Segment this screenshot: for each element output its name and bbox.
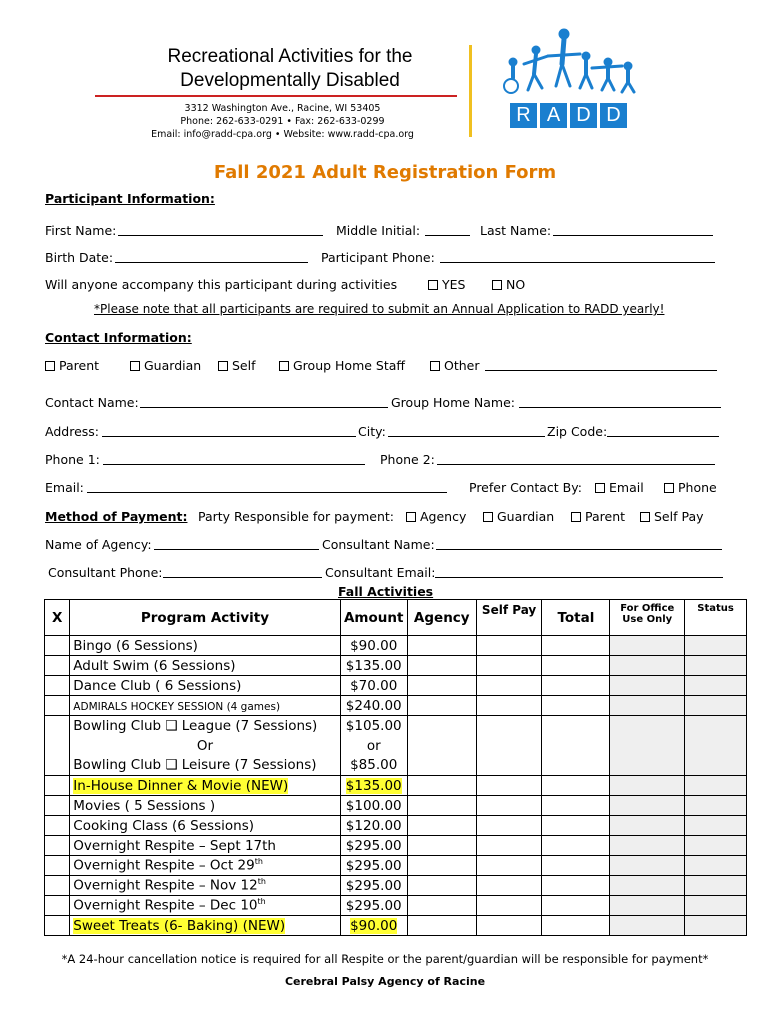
self-label: Self [232, 358, 256, 373]
amount-cell [340, 916, 407, 936]
self-pay-cell[interactable] [476, 916, 542, 936]
self-pay-cell[interactable] [476, 756, 542, 776]
activity-amount: $85.00 [350, 757, 398, 774]
org-email-web: Email: info@radd-cpa.org • Website: www.radd-cpa.org [151, 129, 414, 140]
office-use-cell[interactable] [610, 796, 685, 816]
amount-cell [340, 856, 407, 876]
agency-cell[interactable] [407, 756, 476, 776]
total-cell[interactable] [542, 796, 610, 816]
agency-cell[interactable] [407, 676, 476, 696]
col-total: Total [542, 600, 610, 636]
self-pay-cell[interactable] [476, 836, 542, 856]
logo-letters [510, 103, 640, 128]
activity-name: Movies ( 5 Sessions ) [73, 797, 216, 814]
status-cell[interactable] [685, 836, 747, 856]
amount-cell [340, 796, 407, 816]
cancellation-note: *A 24-hour cancellation notice is required for all Respite or the parent/guardian will be responsible for payment* [61, 952, 709, 966]
activity-amount: $135.00 [345, 777, 402, 794]
table-row [45, 916, 747, 936]
contact-self-option[interactable] [218, 358, 256, 373]
select-cell[interactable] [45, 756, 70, 776]
middle-initial-label: Middle Initial: [336, 223, 421, 238]
people-icon [498, 26, 640, 96]
checkbox-icon [406, 512, 416, 522]
header-rule [95, 95, 457, 97]
logo-letter-a: A [540, 103, 567, 128]
amount-cell [340, 836, 407, 856]
amount-cell [340, 636, 407, 656]
checkbox-icon [483, 512, 493, 522]
total-cell[interactable] [542, 676, 610, 696]
activity-name: Cooking Class (6 Sessions) [73, 817, 254, 834]
accompany-yes-option[interactable] [428, 277, 465, 292]
pay-guardian-label: Guardian [497, 509, 555, 524]
activity-cell [70, 676, 340, 696]
ordinal-suffix: th [257, 877, 266, 887]
status-cell[interactable] [685, 916, 747, 936]
total-cell[interactable] [542, 856, 610, 876]
activity-amount: $120.00 [345, 817, 402, 834]
pay-parent-option[interactable] [571, 509, 625, 524]
pay-self-label: Self Pay [654, 509, 704, 524]
col-self-pay: Self Pay [476, 600, 542, 636]
checkbox-icon [640, 512, 650, 522]
consultant-name-label: Consultant Name: [322, 537, 435, 552]
total-cell[interactable] [542, 636, 610, 656]
office-use-cell[interactable] [610, 916, 685, 936]
total-cell[interactable] [542, 776, 610, 796]
participant-section-heading: Participant Information: [45, 191, 215, 206]
agency-cell[interactable] [407, 636, 476, 656]
amount-cell [340, 696, 407, 716]
amount-cell [340, 816, 407, 836]
select-cell[interactable] [45, 876, 70, 896]
select-cell[interactable] [45, 776, 70, 796]
table-row [45, 776, 747, 796]
form-title: Fall 2021 Adult Registration Form [213, 162, 557, 183]
activity-amount: $295.00 [345, 897, 402, 914]
contact-guardian-option[interactable] [130, 358, 201, 373]
table-header-row [45, 600, 747, 636]
self-pay-cell[interactable] [476, 816, 542, 836]
activity-cell [70, 876, 340, 896]
org-name-line2: Developmentally Disabled [180, 70, 400, 91]
select-cell[interactable] [45, 836, 70, 856]
annual-application-note: *Please note that all participants are required to submit an Annual Application to RADD yearly! [94, 302, 665, 316]
activity-cell [70, 656, 340, 676]
select-cell[interactable] [45, 716, 70, 736]
activity-cell [70, 756, 340, 776]
self-pay-cell[interactable] [476, 656, 542, 676]
footer-agency: Cerebral Palsy Agency of Racine [284, 975, 486, 988]
activity-name: Bowling Club ❑ Leisure (7 Sessions) [73, 757, 317, 774]
office-use-cell[interactable] [610, 896, 685, 916]
status-cell[interactable] [685, 776, 747, 796]
birth-date-field[interactable] [115, 251, 308, 263]
agency-cell[interactable] [407, 716, 476, 736]
pref-phone-label: Phone [678, 480, 717, 495]
amount-cell [340, 716, 407, 736]
select-cell[interactable] [45, 796, 70, 816]
self-pay-cell[interactable] [476, 856, 542, 876]
phone2-label: Phone 2: [380, 452, 435, 467]
contact-group-home-option[interactable] [279, 358, 405, 373]
agency-name-field[interactable] [154, 538, 319, 550]
logo-letter-d2: D [600, 103, 627, 128]
email-field[interactable] [87, 481, 447, 493]
activity-name: Bowling Club ❑ League (7 Sessions) [73, 717, 318, 734]
other-label: Other [444, 358, 480, 373]
amount-cell [340, 756, 407, 776]
consultant-phone-field[interactable] [163, 566, 322, 578]
col-program-activity: Program Activity [70, 600, 340, 636]
total-cell[interactable] [542, 916, 610, 936]
select-cell[interactable] [45, 916, 70, 936]
agency-cell[interactable] [407, 896, 476, 916]
self-pay-cell[interactable] [476, 676, 542, 696]
agency-cell[interactable] [407, 656, 476, 676]
activity-amount: $295.00 [345, 877, 402, 894]
activity-amount: $100.00 [345, 797, 402, 814]
pay-agency-option[interactable] [406, 509, 466, 524]
activity-cell [70, 736, 340, 756]
activity-amount: $90.00 [350, 637, 398, 654]
total-cell[interactable] [542, 836, 610, 856]
office-use-cell[interactable] [610, 636, 685, 656]
activity-name: Overnight Respite – Sept 17th [73, 837, 276, 854]
group-home-name-label: Group Home Name: [391, 395, 516, 410]
table-row [45, 716, 747, 736]
activities-title: Fall Activities [338, 584, 434, 599]
agency-cell[interactable] [407, 916, 476, 936]
contact-parent-option[interactable] [45, 358, 99, 373]
status-cell[interactable] [685, 696, 747, 716]
select-cell[interactable] [45, 736, 70, 756]
activity-name: Adult Swim (6 Sessions) [73, 657, 236, 674]
email-label: Email: [45, 480, 84, 495]
checkbox-icon [428, 280, 438, 290]
checkbox-icon [595, 483, 605, 493]
activity-cell [70, 636, 340, 656]
activity-amount: $240.00 [345, 697, 402, 714]
total-cell[interactable] [542, 656, 610, 676]
office-use-cell[interactable] [610, 676, 685, 696]
participant-phone-field[interactable] [440, 251, 715, 263]
agency-cell[interactable] [407, 736, 476, 756]
org-name [140, 45, 440, 93]
total-cell[interactable] [542, 696, 610, 716]
city-field[interactable] [388, 425, 545, 437]
col-agency: Agency [407, 600, 476, 636]
prefer-email-option[interactable] [595, 480, 644, 495]
guardian-label: Guardian [144, 358, 202, 373]
col-status: Status [685, 600, 747, 636]
consultant-name-field[interactable] [436, 538, 722, 550]
activities-body [45, 636, 747, 936]
consultant-phone-label: Consultant Phone: [48, 565, 163, 580]
phone2-field[interactable] [437, 453, 715, 465]
table-row [45, 656, 747, 676]
self-pay-cell[interactable] [476, 896, 542, 916]
accompany-no-option[interactable] [492, 277, 525, 292]
activity-name: In-House Dinner & Movie (NEW) [73, 777, 289, 794]
logo-letter-r: R [510, 103, 537, 128]
amount-cell [340, 776, 407, 796]
select-cell[interactable] [45, 856, 70, 876]
address-field[interactable] [102, 425, 356, 437]
table-row [45, 796, 747, 816]
status-cell[interactable] [685, 736, 747, 756]
phone1-field[interactable] [103, 453, 365, 465]
agency-cell[interactable] [407, 696, 476, 716]
select-cell[interactable] [45, 696, 70, 716]
accompany-question: Will anyone accompany this participant during activities [45, 277, 398, 292]
activity-cell [70, 896, 340, 916]
last-name-label: Last Name: [480, 223, 552, 238]
pref-email-label: Email [609, 480, 644, 495]
first-name-label: First Name: [45, 223, 117, 238]
table-row [45, 636, 747, 656]
activity-cell [70, 776, 340, 796]
office-use-cell[interactable] [610, 816, 685, 836]
self-pay-cell[interactable] [476, 696, 542, 716]
office-use-cell[interactable] [610, 836, 685, 856]
select-cell[interactable] [45, 816, 70, 836]
activity-name: Overnight Respite – Dec 10 [73, 897, 258, 914]
status-cell[interactable] [685, 796, 747, 816]
amount-cell [340, 656, 407, 676]
contact-other-option[interactable] [430, 358, 480, 373]
address-label: Address: [45, 424, 99, 439]
first-name-field[interactable] [118, 224, 323, 236]
checkbox-icon [45, 361, 55, 371]
checkbox-icon [130, 361, 140, 371]
middle-initial-field[interactable] [425, 224, 470, 236]
org-address: 3312 Washington Ave., Racine, WI 53405 [184, 103, 381, 114]
activity-cell [70, 796, 340, 816]
self-pay-cell[interactable] [476, 776, 542, 796]
header-divider [469, 45, 472, 137]
amount-cell [340, 736, 407, 756]
last-name-field[interactable] [553, 224, 713, 236]
agency-name-label: Name of Agency: [45, 537, 152, 552]
radd-logo [498, 26, 640, 126]
contact-name-field[interactable] [140, 396, 388, 408]
status-cell[interactable] [685, 876, 747, 896]
total-cell[interactable] [542, 876, 610, 896]
activity-amount: $295.00 [345, 837, 402, 854]
activity-amount: $135.00 [345, 657, 402, 674]
select-cell[interactable] [45, 676, 70, 696]
checkbox-icon [218, 361, 228, 371]
pay-guardian-option[interactable] [483, 509, 554, 524]
table-row [45, 736, 747, 756]
agency-cell[interactable] [407, 776, 476, 796]
activity-cell [70, 916, 340, 936]
col-amount: Amount [340, 600, 407, 636]
amount-cell [340, 876, 407, 896]
table-row [45, 676, 747, 696]
city-label: City: [358, 424, 386, 439]
activity-cell [70, 696, 340, 716]
status-cell[interactable] [685, 856, 747, 876]
checkbox-icon [430, 361, 440, 371]
self-pay-cell[interactable] [476, 876, 542, 896]
status-cell[interactable] [685, 716, 747, 736]
activity-name: Overnight Respite – Nov 12 [73, 877, 258, 894]
activity-amount: $70.00 [350, 677, 398, 694]
office-use-cell[interactable] [610, 776, 685, 796]
table-row [45, 896, 747, 916]
self-pay-cell[interactable] [476, 736, 542, 756]
checkbox-icon [492, 280, 502, 290]
zip-label: Zip Code: [547, 424, 608, 439]
group-home-label: Group Home Staff [293, 358, 406, 373]
birth-date-label: Birth Date: [45, 250, 114, 265]
amount-cell [340, 896, 407, 916]
group-home-name-field[interactable] [519, 396, 721, 408]
status-cell[interactable] [685, 896, 747, 916]
zip-field[interactable] [607, 425, 719, 437]
activity-name: Or [196, 737, 214, 754]
office-use-cell[interactable] [610, 856, 685, 876]
office-use-cell[interactable] [610, 656, 685, 676]
parent-label: Parent [59, 358, 100, 373]
office-use-cell[interactable] [610, 716, 685, 736]
total-cell[interactable] [542, 896, 610, 916]
status-cell[interactable] [685, 676, 747, 696]
select-cell[interactable] [45, 896, 70, 916]
pay-self-option[interactable] [640, 509, 704, 524]
responsible-label: Party Responsible for payment: [198, 509, 394, 524]
yes-label: YES [442, 277, 466, 292]
office-use-cell[interactable] [610, 756, 685, 776]
office-use-cell[interactable] [610, 736, 685, 756]
status-cell[interactable] [685, 756, 747, 776]
activity-amount: $295.00 [345, 857, 402, 874]
consultant-email-label: Consultant Email: [325, 565, 436, 580]
pay-agency-label: Agency [420, 509, 467, 524]
table-row [45, 856, 747, 876]
activity-cell [70, 836, 340, 856]
office-use-cell[interactable] [610, 876, 685, 896]
table-row [45, 756, 747, 776]
no-label: NO [506, 277, 526, 292]
agency-cell[interactable] [407, 836, 476, 856]
select-cell[interactable] [45, 636, 70, 656]
table-row [45, 696, 747, 716]
org-phone-fax: Phone: 262-633-0291 • Fax: 262-633-0299 [180, 116, 385, 127]
activity-amount: $105.00 [345, 717, 402, 734]
payment-section-heading: Method of Payment: [45, 509, 188, 524]
activities-table [44, 599, 747, 936]
prefer-contact-label: Prefer Contact By: [469, 480, 582, 495]
agency-cell[interactable] [407, 876, 476, 896]
phone1-label: Phone 1: [45, 452, 100, 467]
total-cell[interactable] [542, 816, 610, 836]
col-office-use: For Office Use Only [610, 600, 685, 636]
ordinal-suffix: th [257, 897, 266, 907]
activity-name: Sweet Treats (6- Baking) (NEW) [73, 917, 286, 934]
agency-cell[interactable] [407, 816, 476, 836]
office-use-cell[interactable] [610, 696, 685, 716]
total-cell[interactable] [542, 756, 610, 776]
ordinal-suffix: th [254, 857, 263, 867]
activity-cell [70, 716, 340, 736]
table-row [45, 876, 747, 896]
table-row [45, 836, 747, 856]
org-contact-block [130, 102, 435, 141]
status-cell[interactable] [685, 656, 747, 676]
activity-cell [70, 856, 340, 876]
prefer-phone-option[interactable] [664, 480, 717, 495]
checkbox-icon [279, 361, 289, 371]
total-cell[interactable] [542, 716, 610, 736]
contact-name-label: Contact Name: [45, 395, 139, 410]
consultant-email-field[interactable] [435, 566, 723, 578]
status-cell[interactable] [685, 816, 747, 836]
self-pay-cell[interactable] [476, 716, 542, 736]
agency-cell[interactable] [407, 856, 476, 876]
checkbox-icon [664, 483, 674, 493]
status-cell[interactable] [685, 636, 747, 656]
col-x: X [45, 600, 70, 636]
table-row [45, 816, 747, 836]
participant-phone-label: Participant Phone: [321, 250, 435, 265]
select-cell[interactable] [45, 656, 70, 676]
other-field[interactable] [485, 359, 717, 371]
activity-name: ADMIRALS HOCKEY SESSION (4 games) [73, 700, 281, 713]
activity-amount: $90.00 [350, 917, 398, 934]
self-pay-cell[interactable] [476, 636, 542, 656]
activity-name: Dance Club ( 6 Sessions) [73, 677, 242, 694]
activity-amount: or [366, 737, 381, 754]
amount-cell [340, 676, 407, 696]
activity-name: Bingo (6 Sessions) [73, 637, 198, 654]
activity-name: Overnight Respite – Oct 29 [73, 857, 255, 874]
logo-letter-d1: D [570, 103, 597, 128]
org-name-line1: Recreational Activities for the [167, 46, 413, 67]
total-cell[interactable] [542, 736, 610, 756]
self-pay-cell[interactable] [476, 796, 542, 816]
contact-section-heading: Contact Information: [45, 330, 192, 345]
agency-cell[interactable] [407, 796, 476, 816]
pay-parent-label: Parent [585, 509, 626, 524]
checkbox-icon [571, 512, 581, 522]
activity-cell [70, 816, 340, 836]
